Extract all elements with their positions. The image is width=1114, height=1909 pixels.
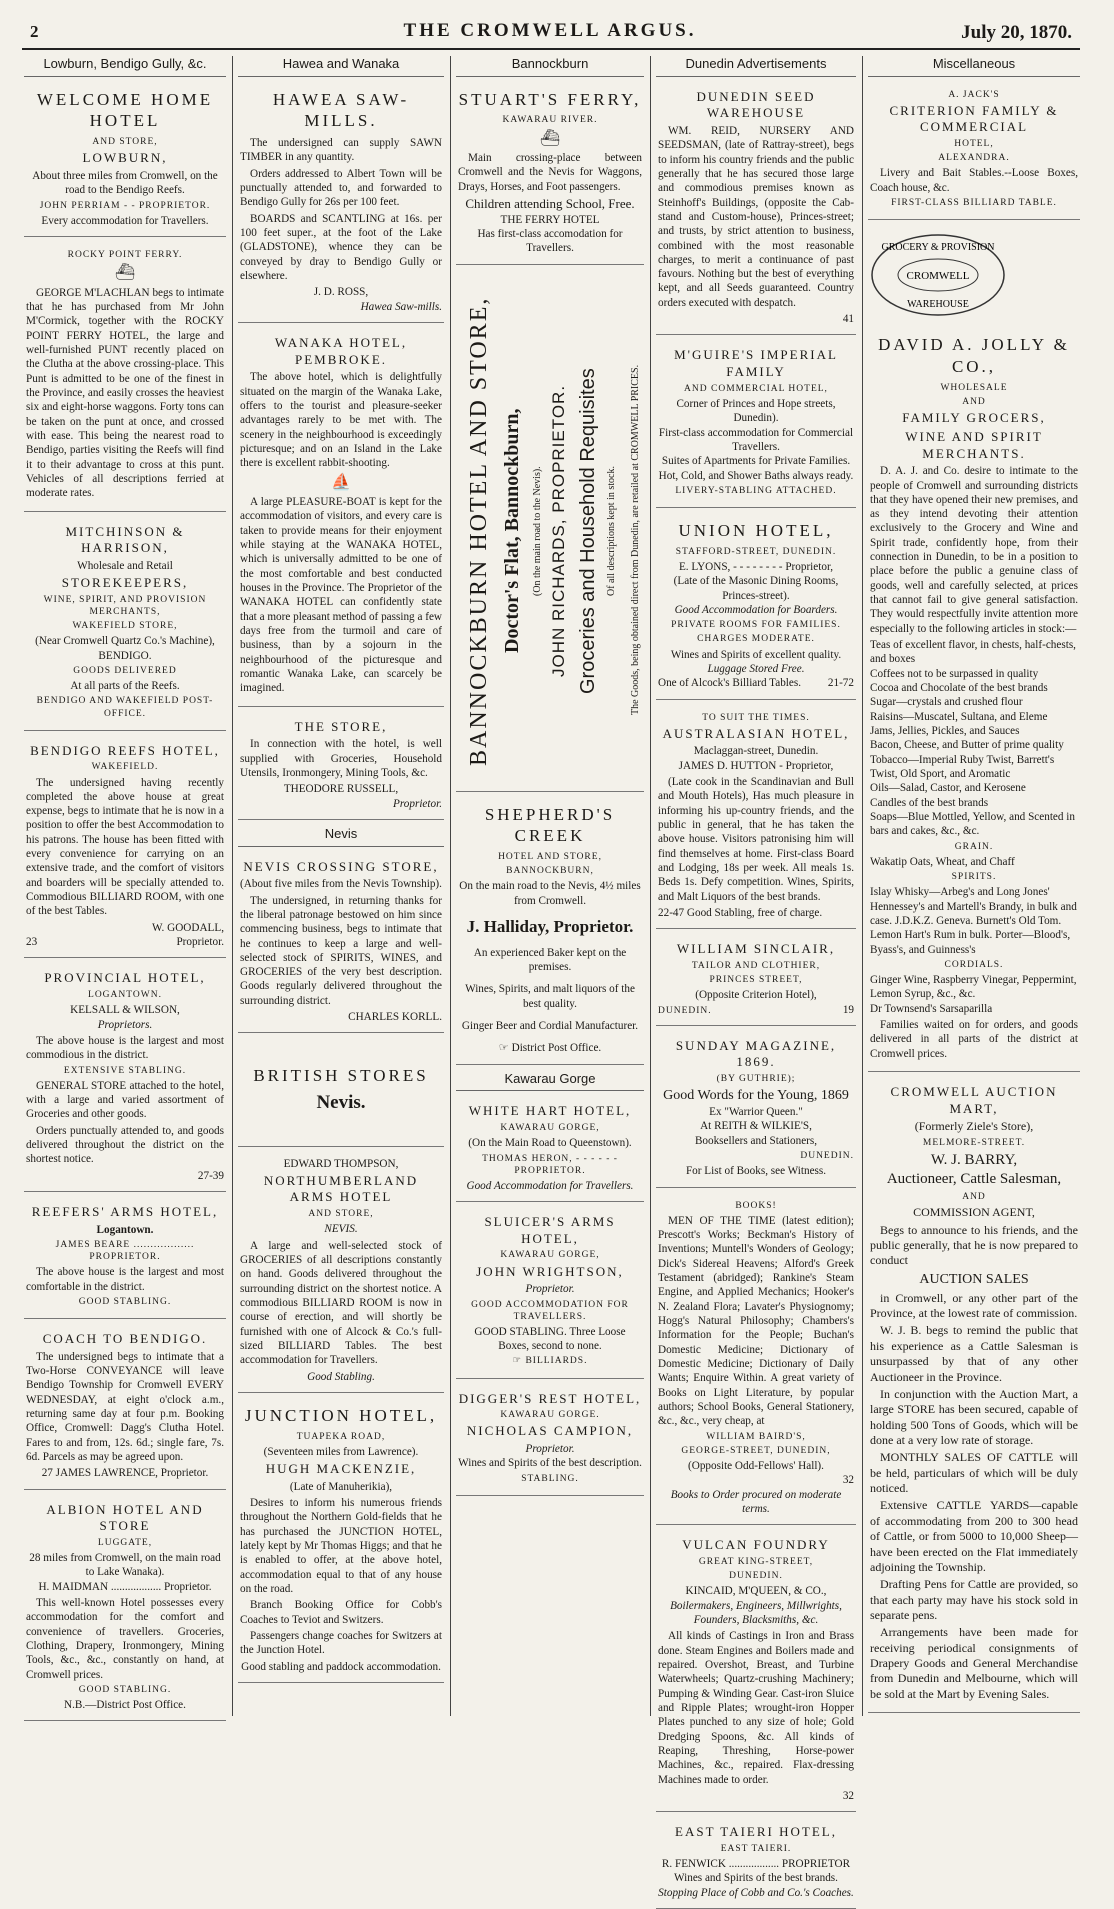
- ferry-boat-icon: ⛴: [114, 264, 136, 282]
- ad-white-hart-hotel: WHITE HART HOTEL, KAWARAU GORGE, (On the Main Road to Queenstown). THOMAS HERON, - - - - - - PROPRIETOR. Good Accommodation for Travellers.: [456, 1097, 644, 1202]
- seal-bottom-text: WAREHOUSE: [907, 299, 969, 311]
- seal-top-text: GROCERY & PROVISION: [881, 242, 995, 254]
- ad-title: NEVIS CROSSING STORE,: [243, 858, 439, 874]
- ad-title: BRITISH STORES: [253, 1066, 429, 1086]
- ferry-boat-icon: ⛴: [539, 129, 561, 147]
- ad-title: WILLIAM SINCLAIR,: [676, 941, 836, 957]
- ad-cromwell-auction-mart: CROMWELL AUCTION MART, (Formerly Ziele's Store), MELMORE-STREET. W. J. BARRY, Auctioneer, Cattle Salesman, AND COMMISSION AGENT, Begs to announce to his friends, and the public generally, that he is now prepared to conduct AUCTION SALES in Cromwell, or any other part of the Province, at the lowest rate of commission. W. J. B. begs to remind the public that his experience as a Cattle Salesman is unsurpassed by that of any other Auctioneer in the Province. In conjunction with the Auction Mart, a large STORE has been secured, capable of holding 500 Tons of Goods, which will be done at a very low rate of storage. MONTHLY SALES OF CATTLE will be held, particulars of which will be duly noticed. Extensive CATTLE YARDS—capable of accommodating from 200 to 300 head of Cattle, or from 5000 to 10,000 Sheep—have been erected on the Flat immediately adjoining the Township. Drafting Pens for Cattle are provided, so that each party may have his stock sold in separate pens. Arrangements have been made for receiving periodical consignments of Drapery Goods and General Merchandise from Dunedin and Melbourne, which will be sold at the Mart by Evening Sales.: [868, 1078, 1080, 1713]
- ad-union-hotel: UNION HOTEL, STAFFORD-STREET, DUNEDIN. E. LYONS, - - - - - - - - Proprietor, (Late of the Masonic Dining Rooms, Princes-street). Good Accommodation for Boarders. PRIVATE ROOMS FOR FAMILIES. CHARGES MODERATE. Wines and Spirits of excellent quality. Luggage Stored Free. One of Alcock's Billiard Tables. 21-72: [656, 514, 856, 700]
- ad-title: WHITE HART HOTEL,: [468, 1103, 632, 1119]
- ad-title: ROCKY POINT FERRY.: [67, 250, 183, 261]
- column-hawea-wanaka: [238, 56, 444, 1716]
- grocery-warehouse-seal: [868, 230, 1008, 320]
- ad-title: BOOKS!: [735, 1200, 777, 1211]
- ad-title: AUSTRALASIAN HOTEL,: [662, 725, 850, 741]
- column-header: Lowburn, Bendigo Gully, &c.: [24, 56, 226, 77]
- ad-welcome-home-hotel: WELCOME HOME HOTEL AND STORE, LOWBURN, About three miles from Cromwell, on the road to the Bendigo Reefs. JOHN PERRIAM - - PROPRIETOR. Every accommodation for Travellers.: [24, 83, 226, 237]
- ad-albion-hotel: ALBION HOTEL AND STORE LUGGATE, 28 miles from Cromwell, on the main road to Lake Wanaka). H. MAIDMAN .................. Proprietor. This well-known Hotel possesses every accommodation for the comfort and convenience of travellers. Groceries, Clothing, Drapery, Ironmongery, Mining Tools, &c., &c., constantly on hand, at Cromwell prices. GOOD STABLING. N.B.—District Post Office.: [24, 1496, 226, 1722]
- column-divider: [862, 56, 863, 1716]
- ad-title: HAWEA SAW-MILLS.: [272, 89, 410, 131]
- ad-criterion-hotel: A. JACK'S CRITERION FAMILY & COMMERCIAL HOTEL, ALEXANDRA. Livery and Bait Stables.--Loose Boxes, Coach house, &c. FIRST-CLASS BILLIARD TABLE.: [868, 83, 1080, 221]
- ad-title: MITCHINSON & HARRISON,: [65, 523, 185, 556]
- ad-title: M'GUIRE'S IMPERIAL FAMILY: [674, 347, 838, 380]
- ad-title: THE STORE,: [294, 718, 388, 734]
- pointing-hand-icon: ☞ BILLIARDS.: [512, 1356, 588, 1367]
- ad-title: UNION HOTEL,: [678, 521, 834, 540]
- column-bannockburn: [456, 56, 644, 1716]
- ad-title: VULCAN FOUNDRY: [682, 1537, 830, 1553]
- ad-title: CRITERION FAMILY & COMMERCIAL: [889, 102, 1059, 135]
- ad-title: COACH TO BENDIGO.: [42, 1331, 208, 1347]
- page-number: 2: [30, 22, 39, 41]
- ad-title: JUNCTION HOTEL,: [244, 1405, 438, 1425]
- ad-title: WANAKA HOTEL, PEMBROKE.: [274, 335, 408, 367]
- ad-title: DIGGER'S REST HOTEL,: [458, 1390, 642, 1406]
- ad-title: DAVID A. JOLLY & CO.,: [878, 335, 1070, 377]
- ad-title: PROVINCIAL HOTEL,: [44, 970, 206, 986]
- vertical-ad-footnote: The Goods, being obtained direct from Dunedin, are retailed at CROMWELL PRICES.: [630, 364, 641, 716]
- ad-dunedin-seed-warehouse: DUNEDIN SEED WAREHOUSE WM. REID, NURSERY AND SEEDSMAN, (late of Rattray-street), begs to inform his country friends and the public generally that he has secured those large and commodious premises known as Steinhoff's Buildings, (opposite the Cab-stand and Custom-house), Princes-street; and trusts, by strict attention to business, combined with the most reasonable charges, to merit a continuance of past favours. Nothing but the best of everything kept, and all Seeds guaranteed. Country orders executed with despatch. 41: [656, 83, 856, 336]
- masthead-rule: [22, 48, 1080, 50]
- ad-junction-hotel: JUNCTION HOTEL, TUAPEKA ROAD, (Seventeen miles from Lawrence). HUGH MACKENZIE, (Late of Manuherikia), Desires to inform his numerous friends throughout the Northern Gold-fields that he has purchased the JUNCTION HOTEL, lately kept by Mr Thomas Higgs; and that he is enabled to offer, at the above hotel, accommodation equal to that of any house on the road. Branch Booking Office for Cobb's Coaches to Teviot and Switzers. Passengers change coaches for Switzers at the Junction Hotel. Good stabling and paddock accommodation.: [238, 1399, 444, 1683]
- ad-stuarts-ferry: STUART'S FERRY, KAWARAU RIVER. ⛴ Main crossing-place between Cromwell and the Nevis for Waggons, Drays, Horses, and Foot passengers. Children attending School, Free. THE FERRY HOTEL Has first-class accomodation for Travellers.: [456, 83, 644, 265]
- sailing-boat-icon: ⛵: [331, 473, 351, 491]
- ad-title: BENDIGO REEFS HOTEL,: [30, 742, 220, 758]
- issue-date: July 20, 1870.: [961, 22, 1072, 43]
- column-header: Bannockburn: [456, 56, 644, 77]
- column-dunedin: [656, 56, 856, 1899]
- ad-nevis-crossing-store: NEVIS CROSSING STORE, (About five miles from the Nevis Township). The undersigned, in returning thanks for the liberal patronage bestowed on him since commencing business, begs to intimate that he continues to keep a large and well-selected stock of SPIRITS, WINES, and GROCERIES of the very best description. Goods regularly delivered throughout the surrounding district. CHARLES KORLL.: [238, 853, 444, 1034]
- section-header: Nevis: [238, 826, 444, 847]
- ad-title: CROMWELL AUCTION MART,: [890, 1084, 1058, 1116]
- ad-title: STUART'S FERRY,: [458, 89, 642, 109]
- ad-british-stores: BRITISH STORES Nevis.: [238, 1039, 444, 1146]
- ad-coach-to-bendigo: COACH TO BENDIGO. The undersigned begs to intimate that a Two-Horse CONVEYANCE will leave Bendigo Township for Cromwell EVERY WEDNESDAY, at eight o'clock a.m., returning same day at four p.m. Booking Office, Cromwell: Dagg's Clutha Hotel. Fares to and from, 12s. 6d.; single fare, 7s. 6d. Parcels as may be agreed upon. 27 JAMES LAWRENCE, Proprietor.: [24, 1325, 226, 1490]
- ad-title: EAST TAIERI HOTEL,: [675, 1824, 837, 1840]
- ad-sunday-magazine: SUNDAY MAGAZINE, 1869. (BY GUTHRIE); Good Words for the Young, 1869 Ex "Warrior Queen." At REITH & WILKIE'S, Booksellers and Stationers, DUNEDIN. For List of Books, see Witness.: [656, 1032, 856, 1188]
- ad-northumberland-arms: EDWARD THOMPSON, NORTHUMBERLAND ARMS HOTEL AND STORE, NEVIS. A large and well-selected stock of GROCERIES of all descriptions constantly on hand. Goods delivered throughout the surrounding district on the shortest notice. A commodious BILLIARD ROOM is now in course of erection, and will shortly be furnished with one of Alcock & Co.'s full-sized BILLIARD Tables. The best accommodation for Travellers. Good Stabling.: [238, 1153, 444, 1393]
- column-divider: [450, 56, 451, 1716]
- ad-wanaka-hotel: WANAKA HOTEL, PEMBROKE. The above hotel, which is delightfully situated on the margin of the Wanaka Lake, offers to the tourist and pleasure-seeker advantages rarely to be met with. The scenery in the neighbourhood is exceedingly picturesque; and on an Island in the Lake there is excellent rabbit-shooting. ⛵ A large PLEASURE-BOAT is kept for the accommodation of visitors, and every care is taken to provide means for their enjoyment while staying at the WANAKA HOTEL, which is universally admitted to be one of the most comfortable and best conducted houses in the Province. The Proprietor of the WANAKA HOTEL can confidently state that a more pleasant method of passing a few days free from the turmoil and care of business, than by a sojourn in the neighbourhood of the picturesque and romantic Wanaka Lake, can scarcely be imagined.: [238, 329, 444, 707]
- column-divider: [650, 56, 651, 1716]
- ad-mguires-hotel: M'GUIRE'S IMPERIAL FAMILY AND COMMERCIAL HOTEL, Corner of Princes and Hope streets, Dunedin). First-class accommodation for Commercial Travellers. Suites of Apartments for Private Families. Hot, Cold, and Shower Baths always ready. LIVERY-STABLING ATTACHED.: [656, 341, 856, 508]
- ad-title: NORTHUMBERLAND ARMS HOTEL: [263, 1172, 419, 1205]
- ad-title: DUNEDIN SEED WAREHOUSE: [696, 88, 816, 121]
- masthead: [20, 14, 1080, 48]
- column-header: Dunedin Advertisements: [656, 56, 856, 77]
- ad-title: REEFERS' ARMS HOTEL,: [31, 1203, 219, 1219]
- ad-title: SLUICER'S ARMS HOTEL,: [484, 1214, 616, 1246]
- ad-sluicers-arms-hotel: SLUICER'S ARMS HOTEL, KAWARAU GORGE, JOHN WRIGHTSON, Proprietor. GOOD ACCOMMODATION FOR TRAVELLERS. GOOD STABLING. Three Loose Boxes, second to none. ☞ BILLIARDS.: [456, 1208, 644, 1378]
- ad-diggers-rest-hotel: DIGGER'S REST HOTEL, KAWARAU GORGE. NICHOLAS CAMPION, Proprietor. Wines and Spirits of the best description. STABLING.: [456, 1385, 644, 1496]
- ad-provincial-hotel: PROVINCIAL HOTEL, LOGANTOWN. KELSALL & WILSON, Proprietors. The above house is the largest and most commodious in the district. EXTENSIVE STABLING. GENERAL STORE attached to the hotel, with a large and varied assortment of Groceries and other goods. Orders punctually attended to, and goods delivered throughout the district on the shortest notice. 27-39: [24, 964, 226, 1192]
- ad-bendigo-reefs-hotel: BENDIGO REEFS HOTEL, WAKEFIELD. The undersigned having recently completed the above house at great expense, begs to intimate that he is now in a position to offer the best Accommodation to his patrons. The house has been fitted with every convenience for carrying on an extensive trade, and the comfort of visitors and boarders will be specially attended to. Commodious BILLIARD ROOM, with one of the best Tables. W. GOODALL, 23 Proprietor.: [24, 737, 226, 959]
- newspaper-title: THE CROMWELL ARGUS.: [403, 20, 697, 41]
- column-header: Miscellaneous: [868, 56, 1080, 77]
- section-header: Kawarau Gorge: [456, 1071, 644, 1092]
- seal-middle-text: CROMWELL: [906, 270, 970, 283]
- ad-title: SHEPHERD'S CREEK: [484, 804, 616, 846]
- ad-bannockburn-hotel-vertical: BANNOCKBURN HOTEL AND STORE, Doctor's Flat, Bannockburn, (On the main road to the Nevis). JOHN RICHARDS, PROPRIETOR. Groceries and Household Requisites Of all descriptions kept in stock.: [456, 271, 644, 792]
- ad-the-store: THE STORE, In connection with the hotel, is well supplied with Groceries, Household Utensils, Ironmongery, Mining Tools, &c. THEODORE RUSSELL, Proprietor.: [238, 713, 444, 820]
- ad-title: WELCOME HOME HOTEL: [36, 89, 214, 131]
- ad-mitchinson-harrison: MITCHINSON & HARRISON, Wholesale and Retail STOREKEEPERS, WINE, SPIRIT, AND PROVISION MERCHANTS, WAKEFIELD STORE, (Near Cromwell Quartz Co.'s Machine), BENDIGO. GOODS DELIVERED At all parts of the Reefs. BENDIGO AND WAKEFIELD POST-OFFICE.: [24, 518, 226, 731]
- ad-william-sinclair: WILLIAM SINCLAIR, TAILOR AND CLOTHIER, PRINCES STREET, (Opposite Criterion Hotel), DUNEDIN. 19: [656, 935, 856, 1026]
- column-lowburn: [24, 56, 226, 1716]
- column-divider: [232, 56, 233, 1716]
- ad-david-jolly: DAVID A. JOLLY & CO., WHOLESALE AND FAMILY GROCERS, WINE AND SPIRIT MERCHANTS. D. A. J. and Co. desire to intimate to the people of Cromwell and surrounding districts that they have opened their new premises, and as they intend devoting their attention exclusively to the Grocery and Wine and Spirit trade, confidently hope, from their connection in Dunedin, to be in a position to place before the public a genuine class of goods, well and carefully selected, at prices that cannot fail to give general satisfaction. They would respectfully invite attention more especially to the following articles in stock:— Teas of excellent flavor, in chests, half-chests, and boxes Coffees not to be surpassed in quality Cocoa and Chocolate of the best brands Sugar—crystals and crushed flour Raisins—Muscatel, Sultana, and Eleme Jams, Jellies, Pickles, and Sauces Bacon, Cheese, and Butter of prime quality Tobacco—Imperial Ruby Twist, Barrett's Twist, Old Sport, and Aromatic Oils—Salad, Castor, and Kerosene Candles of the best brands Soaps—Blue Mottled, Yellow, and Scented in bars and cakes, &c., &c. GRAIN. Wakatip Oats, Wheat, and Chaff SPIRITS. Islay Whisky—Arbeg's and Long Jones' Hennessey's and Martell's Brandy, in bulk and case. J.D.K.Z. Geneva. Burnett's Old Tom. Lemon Hart's Rum in bulk. Porter—Blood's, Byass's, and Guinness's CORDIALS. Ginger Wine, Raspberry Vinegar, Peppermint, Lemon Syrup, &c., &c. Dr Townsend's Sarsaparilla Families waited on for orders, and goods delivered in all parts of the district at Cromwell prices.: [868, 328, 1080, 1072]
- ad-east-taieri-hotel: EAST TAIERI HOTEL, EAST TAIERI. R. FENWICK .................. PROPRIETOR Wines and Spirits of the best brands. Stopping Place of Cobb and Co.'s Coaches.: [656, 1818, 856, 1909]
- ad-vulcan-foundry: VULCAN FOUNDRY GREAT KING-STREET, DUNEDIN. KINCAID, M'QUEEN, & CO., Boilermakers, Engineers, Millwrights, Founders, Blacksmiths, &c. All kinds of Castings in Iron and Brass done. Steam Engines and Boilers made and repaired. Overshot, Breast, and Turbine Waterwheels; Quartz-crushing Machinery; Pumping & Winding Gear. Cast-iron Sluice and Ripple Plates; wrought-iron Hopper Plates punched to any size of hole; Gold Dredging Spoons, &c. All kinds of Reaping, Threshing, Horse-power Machines, &c., repaired. Flax-dressing Machines made to order. 32: [656, 1531, 856, 1812]
- ad-books-william-baird: BOOKS! MEN OF THE TIME (latest edition); Prescott's Works; Beckman's History of Inventions; Muntell's Wonders of Geology; Dick's Sidereal Heavens; Alford's Greek Testament (abridged); Rankine's Steam Engine, and Applied Mechanics; Hooker's N. Zealand Flora; Lavater's Physiognomy; Hogg's Natural Philosophy; Chambers's Information for the People; Buchan's Domestic Medicine; Dictionary of Domestic Medicine; Dictionary of Daily Wants; Enquire Within. A great variety of Books on Light Literature, by popular authors; School Books, General Stationery, &c., &c., very cheap, at WILLIAM BAIRD'S, GEORGE-STREET, DUNEDIN, (Opposite Odd-Fellows' Hall). 32 Books to Order procured on moderate terms.: [656, 1194, 856, 1526]
- ad-title: ALBION HOTEL AND STORE: [46, 1501, 204, 1534]
- ad-title: SUNDAY MAGAZINE, 1869.: [675, 1037, 837, 1070]
- ad-hawea-saw-mills: HAWEA SAW-MILLS. The undersigned can supply SAWN TIMBER in any quantity. Orders addressed to Albert Town will be punctually attended to, and forwarded to Bendigo Gully for 26s per 100 feet. BOARDS and SCANTLING at 16s. per 100 feet super., at the foot of the Lake (GLADSTONE), whence they can be conveyed by dray to Bendigo Gully or elsewhere. J. D. ROSS, Hawea Saw-mills.: [238, 83, 444, 323]
- column-header: Hawea and Wanaka: [238, 56, 444, 77]
- ad-australasian-hotel: TO SUIT THE TIMES. AUSTRALASIAN HOTEL, Maclaggan-street, Dunedin. JAMES D. HUTTON - Proprietor, (Late cook in the Scandinavian and Bull and Mouth Hotels), Has much pleasure in informing his up-country friends, and the public in general, that he has taken the above house. Visitors patronising him will find themselves at home. First-class Board and Lodging, 18s per week. All meals 1s. Beds 1s. Defy competition. Wines, Spirits, and Malt Liquors of the best brands. 22-47 Good Stabling, free of charge.: [656, 706, 856, 930]
- column-miscellaneous: [868, 56, 1080, 1716]
- pointing-hand-icon: ☞ District Post Office.: [498, 1042, 602, 1055]
- ad-shepherds-creek: SHEPHERD'S CREEK HOTEL AND STORE, BANNOCKBURN, On the main road to the Nevis, 4½ miles from Cromwell. J. Halliday, Proprietor. An experienced Baker kept on the premises. Wines, Spirits, and malt liquors of the best quality. Ginger Beer and Cordial Manufacturer. ☞ District Post Office.: [456, 798, 644, 1065]
- ad-reefers-arms-hotel: REEFERS' ARMS HOTEL, Logantown. JAMES BEARE .................. PROPRIETOR. The above house is the largest and most comfortable in the district. GOOD STABLING.: [24, 1198, 226, 1319]
- ad-rocky-point-ferry: ROCKY POINT FERRY. ⛴ GEORGE M'LACHLAN begs to intimate that he has purchased from Mr John M'Cormick, together with the ROCKY POINT FERRY HOTEL, the large and well-furnished PUNT recently placed on the Clutha at the above crossing-place. This Punt is admitted to be one of the finest in the Province, and easily crosses the heaviest six and eight-horse waggons. Forty tons can be taken on the punt at once, and crossed with ease. This being the nearest road to Bendigo, parties visiting the Reefs will find it to their advantage to cross at this punt. Vehicles of all descriptions ferried at moderate rates.: [24, 243, 226, 512]
